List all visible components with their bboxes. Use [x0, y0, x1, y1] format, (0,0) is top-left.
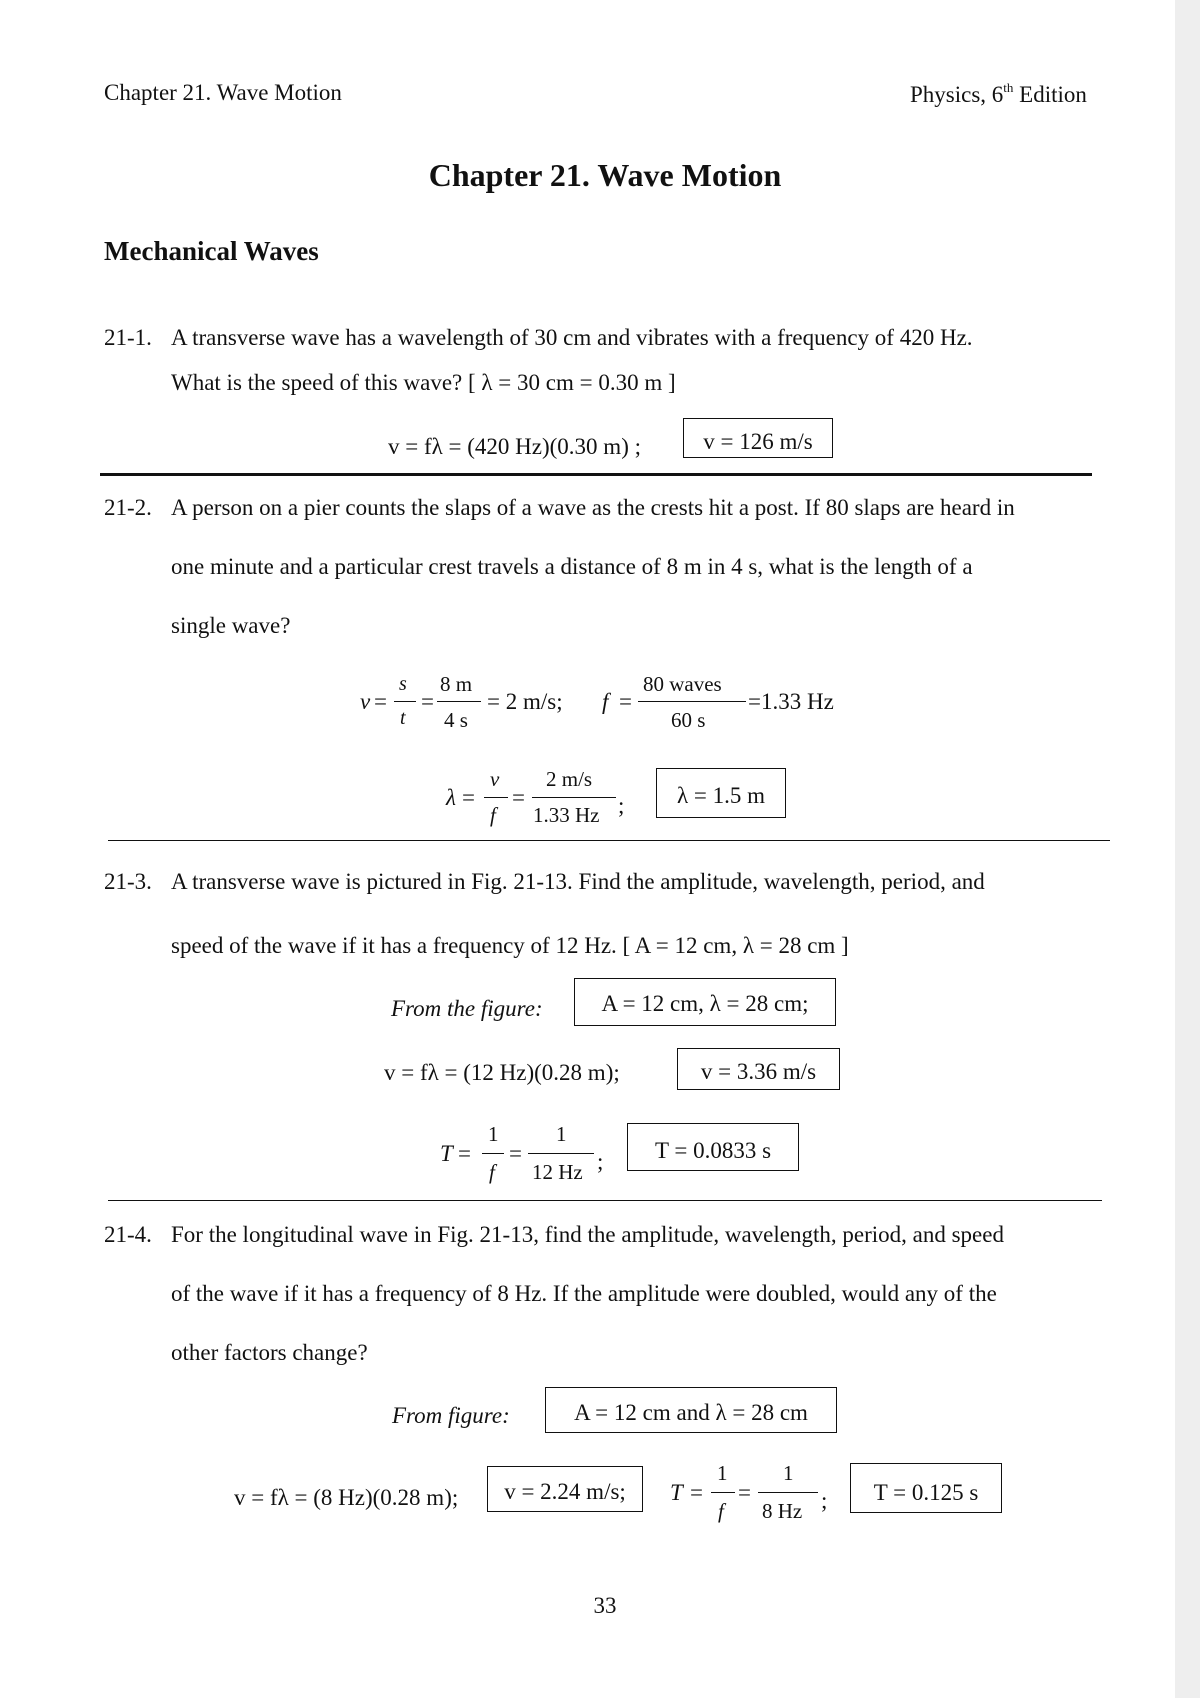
problem-text: of the wave if it has a frequency of 8 Hz. If the amplitude were doubled, would any of the: [171, 1281, 997, 1306]
problem-text: other factors change?: [171, 1340, 368, 1365]
separator: ;: [618, 793, 625, 818]
answer-box: T = 0.0833 s: [627, 1123, 799, 1171]
problem-text: A person on a pier counts the slaps of a wave as the crests hit a post. If 80 slaps are heard in: [171, 495, 1015, 520]
answer-box: A = 12 cm, λ = 28 cm;: [574, 978, 836, 1026]
fraction-bar: [758, 1492, 818, 1493]
label: From figure:: [392, 1403, 510, 1428]
fraction-bar: [532, 797, 616, 798]
symbol: T: [440, 1141, 453, 1166]
numerator: 1: [783, 1461, 794, 1485]
denominator: f: [490, 803, 496, 827]
equals: =: [619, 689, 632, 714]
answer-box: v = 3.36 m/s: [677, 1048, 840, 1090]
answer-box: v = 2.24 m/s;: [487, 1466, 643, 1512]
symbol: λ: [446, 785, 456, 810]
symbol: f: [602, 689, 609, 714]
running-header-left: Chapter 21. Wave Motion: [104, 80, 342, 105]
answer-box: v = 126 m/s: [683, 418, 833, 458]
denominator: 8 Hz: [762, 1499, 803, 1523]
equals: =: [374, 689, 387, 714]
problem-number: 21-1.: [104, 325, 152, 350]
problem-text: single wave?: [171, 613, 291, 638]
denominator: 1.33 Hz: [533, 803, 600, 827]
problem-number: 21-3.: [104, 869, 152, 894]
problem-text: one minute and a particular crest travels a distance of 8 m in 4 s, what is the length of a: [171, 554, 973, 579]
problem-number: 21-2.: [104, 495, 152, 520]
divider: [100, 473, 1092, 476]
problem-text: speed of the wave if it has a frequency of 12 Hz. [ A = 12 cm, λ = 28 cm ]: [171, 933, 849, 958]
symbol: v: [360, 689, 371, 714]
denominator: 60 s: [671, 708, 706, 732]
denominator: 4 s: [444, 708, 468, 732]
separator: ;: [821, 1488, 828, 1513]
label: From the figure:: [391, 996, 543, 1021]
numerator: s: [399, 673, 407, 695]
equals: =: [421, 689, 434, 714]
equation: v = fλ = (8 Hz)(0.28 m);: [234, 1485, 459, 1510]
equation: v = fλ = (12 Hz)(0.28 m);: [384, 1060, 620, 1085]
symbol: T: [670, 1480, 683, 1505]
problem-text: What is the speed of this wave? [ λ = 30 cm = 0.30 m ]: [171, 370, 676, 395]
page-number: 33: [593, 1593, 617, 1618]
page-edge: [1175, 0, 1200, 1698]
denominator: t: [400, 707, 406, 729]
numerator: 1: [488, 1122, 499, 1146]
equals: =: [512, 785, 525, 810]
page-title: Chapter 21. Wave Motion: [428, 157, 782, 193]
fraction-bar: [394, 701, 416, 702]
equation: v = fλ = (420 Hz)(0.30 m) ;: [388, 434, 641, 459]
fraction-bar: [484, 797, 508, 798]
answer-box: A = 12 cm and λ = 28 cm: [545, 1387, 837, 1433]
fraction-bar: [638, 701, 746, 702]
fraction-bar: [711, 1492, 735, 1493]
problem-text: For the longitudinal wave in Fig. 21-13, find the amplitude, wavelength, period, and speed: [171, 1222, 1004, 1247]
divider: [108, 1200, 1102, 1201]
equals: =: [458, 1141, 471, 1166]
running-header-right: Physics, 6th Edition: [910, 80, 1087, 107]
numerator: 1: [717, 1461, 728, 1485]
numerator: 80 waves: [643, 672, 722, 696]
equals: =: [690, 1480, 703, 1505]
numerator: 1: [556, 1122, 567, 1146]
fraction-bar: [482, 1153, 504, 1154]
answer-box: T = 0.125 s: [850, 1463, 1002, 1513]
numerator: 2 m/s: [546, 767, 593, 791]
separator: ;: [597, 1149, 604, 1174]
numerator: v: [490, 767, 500, 791]
denominator: f: [489, 1160, 495, 1184]
fraction-bar: [528, 1153, 594, 1154]
answer-box: λ = 1.5 m: [656, 768, 786, 818]
equals: =: [462, 785, 475, 810]
problem-text: A transverse wave has a wavelength of 30 cm and vibrates with a frequency of 420 Hz.: [171, 325, 973, 350]
denominator: f: [718, 1499, 724, 1523]
section-heading: Mechanical Waves: [104, 236, 319, 266]
equals: =: [509, 1141, 522, 1166]
equation-part: = 2 m/s;: [487, 689, 563, 714]
numerator: 8 m: [440, 672, 473, 696]
equals: =: [738, 1480, 751, 1505]
problem-text: A transverse wave is pictured in Fig. 21-13. Find the amplitude, wavelength, period, and: [171, 869, 985, 894]
fraction-bar: [437, 701, 481, 702]
equation-part: =1.33 Hz: [748, 689, 834, 714]
denominator: 12 Hz: [532, 1160, 583, 1184]
problem-number: 21-4.: [104, 1222, 152, 1247]
divider: [108, 840, 1110, 841]
